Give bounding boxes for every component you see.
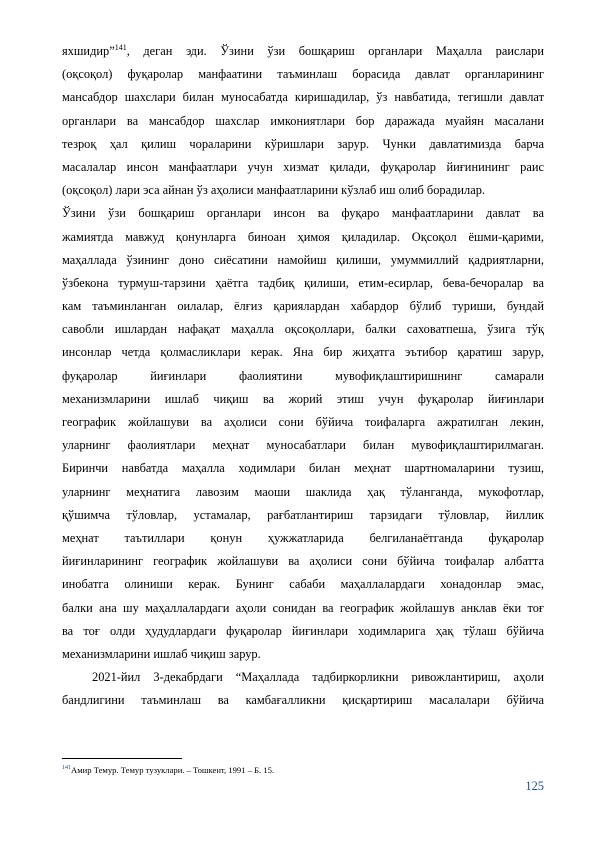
text-line: Ўзини ўзи бошқариш органлари инсон ва фуқаро манфаатларини давлат ва — [62, 206, 544, 221]
text-line: балки ана шу маҳаллалардаги аҳоли сонидан ва географик жойлашув анклав ёки тоғ — [62, 600, 544, 615]
text-line: бандлигини таъминлаш ва камбағалликни қисқартириш масалалари бўйича — [62, 693, 544, 708]
text-line: (оқсоқол) фуқаролар манфаатини таъминлаш борасида давлат органларининг — [62, 67, 544, 82]
document-body — [62, 40, 544, 712]
text-line: механизмларини ишлаб чиқиш ва жорий этиш учун фуқаролар йиғинлари — [62, 391, 544, 406]
text-line: маҳаллада ўзининг доно сиёсатини намойиш қилиши, умуммиллий қадриятларни, — [62, 252, 544, 267]
text-line: ўзбекона турмуш-тарзини ҳаётга тадбиқ қилиши, етим-есирлар, бева-бечоралар ва — [62, 275, 544, 290]
footnote-text: Амир Темур. Темур тузуклари. – Тошкент, 1991 – Б. 15. — [71, 765, 275, 775]
footnote-mark: 141 — [62, 765, 71, 772]
text-line: инсонлар четда қолмасликлари керак. Яна бир жиҳатга эътибор қаратиш зарур, — [62, 345, 544, 360]
text-line: механизмларини ишлаб чиқиш зарур. — [62, 646, 261, 661]
text-line-1: яхшидир”$^{141}$, деган эди. Ўзини ўзи бошқариш органлари Маҳалла раислари — [62, 42, 544, 58]
text-line: Биринчи навбатда маҳалла ходимлари билан меҳнат шартномаларини тузиш, — [62, 461, 544, 476]
text-line: органлари ва мансабдор шахслар имкониятлари бор даражада муайян масалани — [62, 113, 544, 128]
text-line: савобли ишлардан нафақат маҳалла оқсоқоллари, балки саховатпеша, ўзига тўқ — [62, 322, 544, 337]
footnote-reference[interactable]: 141 — [114, 42, 127, 52]
page-number: 125 — [525, 779, 544, 793]
text-line: мансабдор шахслари билан муносабатда киришадилар, ўз навбатида, тегишли давлат — [62, 90, 544, 105]
text-line: уларнинг меҳнатига лавозим маоши шаклида ҳақ тўланганда, мукофотлар, — [62, 484, 544, 499]
text-line: кам таъминланган оилалар, ёлғиз қариялардан хабардор бўлиб туриши, бундай — [62, 299, 544, 314]
footnote — [62, 764, 274, 776]
text-line: уларнинг фаолиятлари меҳнат муносабатлари билан мувофиқлаштирилмаган. — [62, 438, 544, 453]
text-line: меҳнат таътиллари қонун ҳужжатларида белгиланаётганда фуқаролар — [62, 530, 544, 545]
text-line: инобатга олиниши керак. Бунинг сабаби маҳаллалардаги хонадонлар эмас, — [62, 577, 544, 592]
text-line: географик жойлашуви ва аҳолиси сони бўйича тоифаларга ажратилган лекин, — [62, 415, 544, 429]
text-line: фуқаролар йиғинлари фаолиятини мувофиқлаштиришнинг самарали — [62, 368, 544, 383]
text-line: йиғинларининг географик жойлашуви ва аҳолиси сони бўйича тоифалар албатта — [62, 554, 544, 569]
text-line: қўшимча тўловлар, устамалар, рағбатлантириш тарзидаги тўловлар, йиллик — [62, 507, 544, 522]
text-line: 2021-йил 3-декабрдаги “Маҳаллада тадбиркорликни ривожлантириш, аҳоли — [92, 670, 544, 685]
text-line: жамиятда мавжуд қонунларга биноан ҳимоя қиладилар. Оқсоқол ёшми-қарими, — [62, 229, 544, 244]
text-line: ва тоғ олди ҳудудлардаги фуқаролар йиғинлари ходимларига ҳақ тўлаш бўйича — [62, 623, 544, 638]
footnote-divider — [62, 758, 182, 759]
text-line: тезроқ ҳал қилиш чораларини кўришлари зарур. Чунки давлатимизда барча — [62, 136, 544, 151]
text-line: масалалар инсон манфаатлари учун хизмат қилади, фуқаролар йиғинининг раис — [62, 159, 544, 174]
text-line: (оқсоқол) лари эса айнан ўз аҳолиси манфаатларини кўзлаб иш олиб борадилар. — [62, 183, 485, 198]
